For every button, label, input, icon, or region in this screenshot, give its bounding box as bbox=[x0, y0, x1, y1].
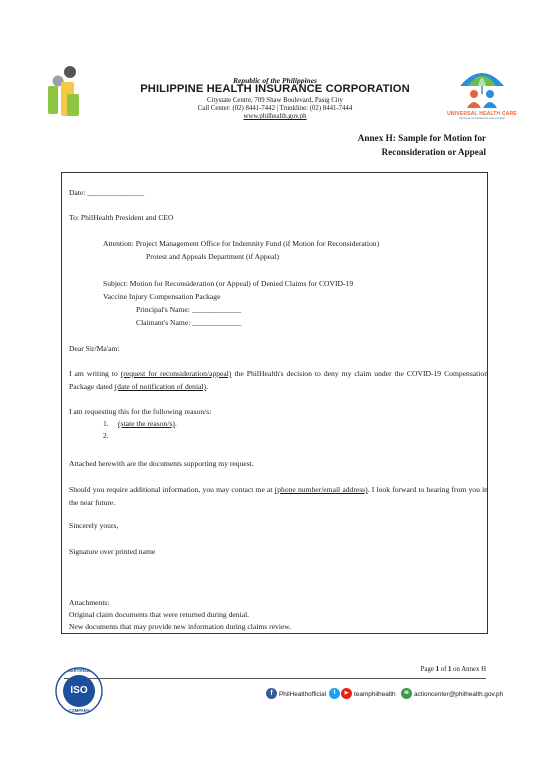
contact-paragraph: Should you require additional information, you may contact me at (phone number/email address). I look forward to hearing from you in the near future. bbox=[69, 485, 488, 507]
request-type-placeholder: (request for reconsideration/appeal) bbox=[120, 369, 232, 378]
contact-placeholder: (phone number/email address) bbox=[274, 485, 368, 494]
republic-label: Republic of the Philippines bbox=[233, 76, 317, 85]
email-icon[interactable]: ✉ bbox=[401, 688, 412, 699]
date-line: Date: _______________ bbox=[69, 188, 145, 197]
salutation: Dear Sir/Ma'am: bbox=[69, 344, 120, 353]
youtube-twitter-handle[interactable]: teamphilhealth bbox=[354, 691, 396, 698]
subject-line-2: Vaccine Injury Compensation Package bbox=[103, 292, 221, 301]
principal-name-line: Principal's Name: _____________ bbox=[136, 305, 242, 314]
annex-title-line2: Reconsideration or Appeal bbox=[381, 147, 486, 157]
attention-line-2: Protest and Appeals Department (if Appeal) bbox=[146, 252, 280, 261]
facebook-icon[interactable]: f bbox=[266, 688, 277, 699]
reasons-intro: I am requesting this for the following reason/s: bbox=[69, 407, 212, 416]
uhc-tagline: Kalusugan at Kapakanan para sa Lahat bbox=[459, 117, 505, 120]
iso-label: ISO bbox=[70, 685, 88, 696]
iso-certified-badge bbox=[54, 666, 104, 716]
attached-documents-line: Attached herewith are the documents supporting my request. bbox=[69, 459, 254, 468]
attachments-label: Attachments: bbox=[69, 598, 110, 607]
annex-title-line1: Annex H: Sample for Motion for bbox=[357, 133, 486, 143]
signature-line: Signature over printed name bbox=[69, 547, 156, 556]
attachment-2: New documents that may provide new information during claims review. bbox=[69, 622, 292, 631]
page-number: Page 1 of 1 on Annex H bbox=[420, 666, 486, 673]
footer-divider bbox=[64, 678, 486, 679]
website-link[interactable]: www.philhealth.gov.ph bbox=[243, 113, 307, 120]
organization-phones: Call Center: (02) 8441-7442 | Trunkline: (02) 8441-7444 bbox=[197, 105, 353, 112]
reason-1-number: 1. bbox=[103, 419, 109, 428]
closing: Sincerely yours, bbox=[69, 521, 119, 530]
reason-1-text: (state the reason/s). bbox=[118, 419, 177, 428]
email-address[interactable]: actioncenter@philhealth.gov.ph bbox=[414, 691, 504, 698]
iso-top-label: CERTIFIED bbox=[67, 668, 91, 673]
subject-line-1: Subject: Motion for Reconsideration (or Appeal) of Denied Claims for COVID-19 bbox=[103, 279, 354, 288]
facebook-handle[interactable]: PhilHealthofficial bbox=[279, 691, 327, 698]
request-paragraph: I am writing to (request for reconsideration/appeal) the PhilHealth's decision to deny my claim under the COVID-19 Compensation Package dated (date of notification of denial). bbox=[69, 369, 488, 391]
claimant-name-line: Claimant's Name: _____________ bbox=[136, 318, 242, 327]
youtube-icon[interactable]: ▶ bbox=[341, 688, 352, 699]
attention-line-1: Attention: Project Management Office for Indemnity Fund (if Motion for Reconsideration) bbox=[103, 239, 380, 248]
uhc-label: UNIVERSAL HEALTH CARE bbox=[447, 111, 517, 117]
reason-2-number: 2. bbox=[103, 431, 109, 440]
twitter-icon[interactable]: t bbox=[329, 688, 340, 699]
to-line: To: PhilHealth President and CEO bbox=[69, 213, 174, 222]
attachment-1: Original claim documents that were returned during denial. bbox=[69, 610, 250, 619]
organization-name: PHILIPPINE HEALTH INSURANCE CORPORATION bbox=[140, 83, 410, 95]
iso-bottom-label: COMPANY bbox=[68, 708, 90, 713]
organization-address: Citystate Centre, 709 Shaw Boulevard, Pasig City bbox=[207, 97, 343, 104]
denial-date-placeholder: (date of notification of denial) bbox=[114, 382, 207, 391]
